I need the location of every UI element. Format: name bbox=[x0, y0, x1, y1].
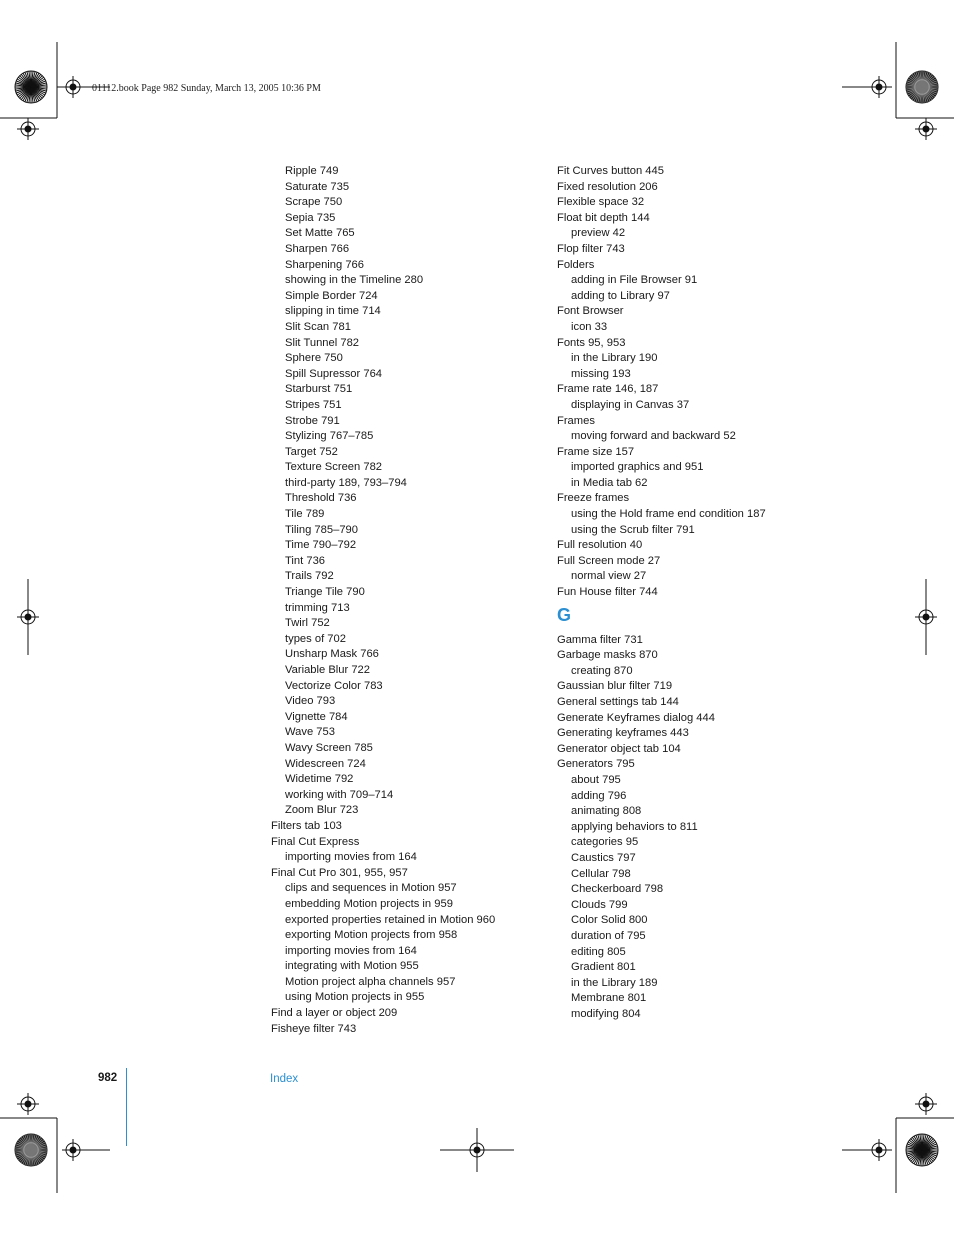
index-entry: Fixed resolution 206 bbox=[557, 180, 658, 193]
index-subentry: Sharpening 766 bbox=[285, 258, 365, 271]
index-subentry: Motion project alpha channels 957 bbox=[285, 975, 456, 988]
index-subentry: modifying 804 bbox=[571, 1007, 641, 1020]
index-subentry: Texture Screen 782 bbox=[285, 461, 383, 474]
index-subentry: using Motion projects in 955 bbox=[285, 991, 425, 1004]
index-subentry: in Media tab 62 bbox=[571, 476, 648, 489]
index-subentry: Sharpen 766 bbox=[285, 242, 350, 255]
index-subentry: categories 95 bbox=[571, 836, 639, 849]
index-entry: Font Browser bbox=[557, 305, 624, 318]
index-subentry: using the Scrub filter 791 bbox=[571, 523, 695, 536]
index-subentry: Triange Tile 790 bbox=[285, 586, 365, 599]
index-entry: Full resolution 40 bbox=[557, 539, 643, 552]
index-subentry: Gradient 801 bbox=[571, 961, 636, 974]
index-subentry: Strobe 791 bbox=[285, 414, 340, 427]
registration-target bbox=[17, 606, 39, 628]
index-subentry: integrating with Motion 955 bbox=[285, 960, 419, 973]
index-subentry: imported graphics and 951 bbox=[571, 461, 704, 474]
index-subentry: Sphere 750 bbox=[285, 352, 343, 365]
index-entry: Find a layer or object 209 bbox=[271, 1007, 398, 1020]
index-entry: General settings tab 144 bbox=[557, 696, 679, 708]
registration-target bbox=[62, 76, 84, 98]
index-subentry: Caustics 797 bbox=[571, 851, 636, 864]
registration-target bbox=[17, 1093, 39, 1115]
index-subentry: Starburst 751 bbox=[285, 383, 353, 396]
registration-target bbox=[915, 1093, 937, 1115]
registration-target bbox=[868, 1139, 890, 1161]
index-subentry: exporting Motion projects from 958 bbox=[285, 929, 458, 942]
index-entry: Flexible space 32 bbox=[557, 196, 645, 209]
index-subentry: adding 796 bbox=[571, 789, 627, 802]
index-subentry: adding in File Browser 91 bbox=[571, 274, 698, 287]
registration-target bbox=[17, 118, 39, 140]
index-subentry: Unsharp Mask 766 bbox=[285, 648, 379, 661]
index-subentry: Checkerboard 798 bbox=[571, 883, 664, 896]
index-subentry: Scrape 750 bbox=[285, 196, 343, 209]
index-subentry: clips and sequences in Motion 957 bbox=[285, 882, 457, 895]
index-subentry: importing movies from 164 bbox=[285, 944, 417, 957]
index-subentry: trimming 713 bbox=[285, 601, 350, 614]
index-subentry: Tile 789 bbox=[285, 508, 325, 521]
index-subentry: Vignette 784 bbox=[285, 710, 348, 723]
index-entry: Filters tab 103 bbox=[271, 819, 342, 832]
index-entry: Fit Curves button 445 bbox=[557, 165, 664, 177]
index-entry: Frames bbox=[557, 414, 595, 427]
index-subentry: editing 805 bbox=[571, 945, 626, 958]
index-subentry: preview 42 bbox=[571, 227, 626, 240]
index-subentry: duration of 795 bbox=[571, 929, 646, 942]
registration-target bbox=[466, 1139, 488, 1161]
index-subentry: using the Hold frame end condition 187 bbox=[571, 508, 766, 521]
index-subentry: normal view 27 bbox=[571, 570, 647, 583]
print-slug: 01112.book Page 982 Sunday, March 13, 2005 10:36 PM bbox=[92, 83, 321, 94]
index-entry: Float bit depth 144 bbox=[557, 211, 650, 224]
index-subentry: Simple Border 724 bbox=[285, 289, 378, 302]
index-subentry: icon 33 bbox=[571, 320, 608, 333]
index-subentry: displaying in Canvas 37 bbox=[571, 398, 690, 411]
index-subentry: Tint 736 bbox=[285, 554, 326, 567]
registration-target bbox=[915, 118, 937, 140]
index-subentry: Color Solid 800 bbox=[571, 914, 648, 927]
index-entry: Fun House filter 744 bbox=[557, 586, 658, 599]
index-subentry: working with 709–714 bbox=[285, 788, 394, 801]
index-subentry: Video 793 bbox=[285, 695, 336, 708]
index-subentry: Sepia 735 bbox=[285, 211, 336, 224]
running-footer: Index bbox=[270, 1073, 299, 1085]
index-subentry: applying behaviors to 811 bbox=[571, 820, 698, 833]
index-entry: Frame size 157 bbox=[557, 445, 635, 458]
index-subentry: Clouds 799 bbox=[571, 898, 628, 911]
index-subentry: Stripes 751 bbox=[285, 398, 342, 411]
index-subentry: moving forward and backward 52 bbox=[571, 430, 736, 443]
index-subentry: creating 870 bbox=[571, 664, 633, 677]
index-entry: Generating keyframes 443 bbox=[557, 727, 689, 740]
index-subentry: Twirl 752 bbox=[285, 617, 330, 630]
index-entry: Final Cut Pro 301, 955, 957 bbox=[271, 866, 408, 879]
index-entry: Folders bbox=[557, 258, 595, 271]
index-subentry: Variable Blur 722 bbox=[285, 664, 370, 676]
registration-starburst bbox=[906, 71, 938, 103]
index-entry: Generators 795 bbox=[557, 758, 635, 771]
index-subentry: Cellular 798 bbox=[571, 867, 631, 880]
index-entry: Gamma filter 731 bbox=[557, 633, 643, 646]
index-subentry: types of 702 bbox=[285, 632, 346, 645]
index-subentry: embedding Motion projects in 959 bbox=[285, 897, 453, 910]
index-subentry: slipping in time 714 bbox=[285, 305, 381, 318]
index-subentry: importing movies from 164 bbox=[285, 851, 417, 864]
index-subentry: exported properties retained in Motion 960 bbox=[285, 913, 496, 926]
index-subentry: in the Library 190 bbox=[571, 352, 658, 365]
registration-starburst bbox=[15, 1134, 47, 1166]
index-entry: Full Screen mode 27 bbox=[557, 554, 661, 567]
index-entry: Garbage masks 870 bbox=[557, 649, 658, 662]
index-subentry: third-party 189, 793–794 bbox=[285, 476, 407, 489]
index-subentry: Slit Scan 781 bbox=[285, 320, 351, 333]
index-entry: Flop filter 743 bbox=[557, 242, 625, 255]
index-subentry: about 795 bbox=[571, 773, 621, 786]
index-subentry: Time 790–792 bbox=[285, 539, 357, 552]
index-subentry: Set Matte 765 bbox=[285, 227, 355, 240]
index-subentry: Wavy Screen 785 bbox=[285, 741, 373, 754]
index-entry: Final Cut Express bbox=[271, 835, 360, 848]
index-subentry: Wave 753 bbox=[285, 726, 335, 739]
index-subentry: showing in the Timeline 280 bbox=[285, 274, 424, 287]
index-subentry: Membrane 801 bbox=[571, 992, 647, 1005]
registration-starburst bbox=[906, 1134, 938, 1166]
index-subentry: missing 193 bbox=[571, 367, 631, 380]
index-subentry: Target 752 bbox=[285, 445, 338, 458]
index-subentry: adding to Library 97 bbox=[571, 289, 670, 302]
index-entry: Frame rate 146, 187 bbox=[557, 383, 659, 396]
registration-target bbox=[868, 76, 890, 98]
index-entry: Fisheye filter 743 bbox=[271, 1022, 357, 1035]
index-subentry: Vectorize Color 783 bbox=[285, 679, 383, 692]
index-subentry: Tiling 785–790 bbox=[285, 523, 358, 536]
index-subentry: Ripple 749 bbox=[285, 165, 339, 177]
index-subentry: Saturate 735 bbox=[285, 180, 350, 193]
index-entry: Generate Keyframes dialog 444 bbox=[557, 711, 715, 724]
page-number: 982 bbox=[98, 1072, 118, 1084]
index-subentry: Stylizing 767–785 bbox=[285, 430, 374, 443]
index-subentry: Spill Supressor 764 bbox=[285, 367, 383, 380]
index-subentry: in the Library 189 bbox=[571, 976, 658, 989]
index-subentry: Widetime 792 bbox=[285, 773, 354, 786]
registration-target bbox=[915, 606, 937, 628]
index-subentry: Trails 792 bbox=[285, 570, 334, 583]
index-subentry: Slit Tunnel 782 bbox=[285, 336, 360, 349]
index-entry: Fonts 95, 953 bbox=[557, 336, 626, 349]
index-subentry: Threshold 736 bbox=[285, 492, 357, 505]
index-subentry: Widescreen 724 bbox=[285, 757, 366, 770]
registration-target bbox=[62, 1139, 84, 1161]
index-subentry: animating 808 bbox=[571, 805, 642, 818]
index-entry: Freeze frames bbox=[557, 492, 630, 505]
index-entry: Generator object tab 104 bbox=[557, 742, 681, 755]
index-subentry: Zoom Blur 723 bbox=[285, 804, 359, 817]
index-entry: Gaussian blur filter 719 bbox=[557, 680, 673, 693]
registration-starburst bbox=[15, 71, 47, 103]
section-letter-g: G bbox=[557, 604, 572, 625]
